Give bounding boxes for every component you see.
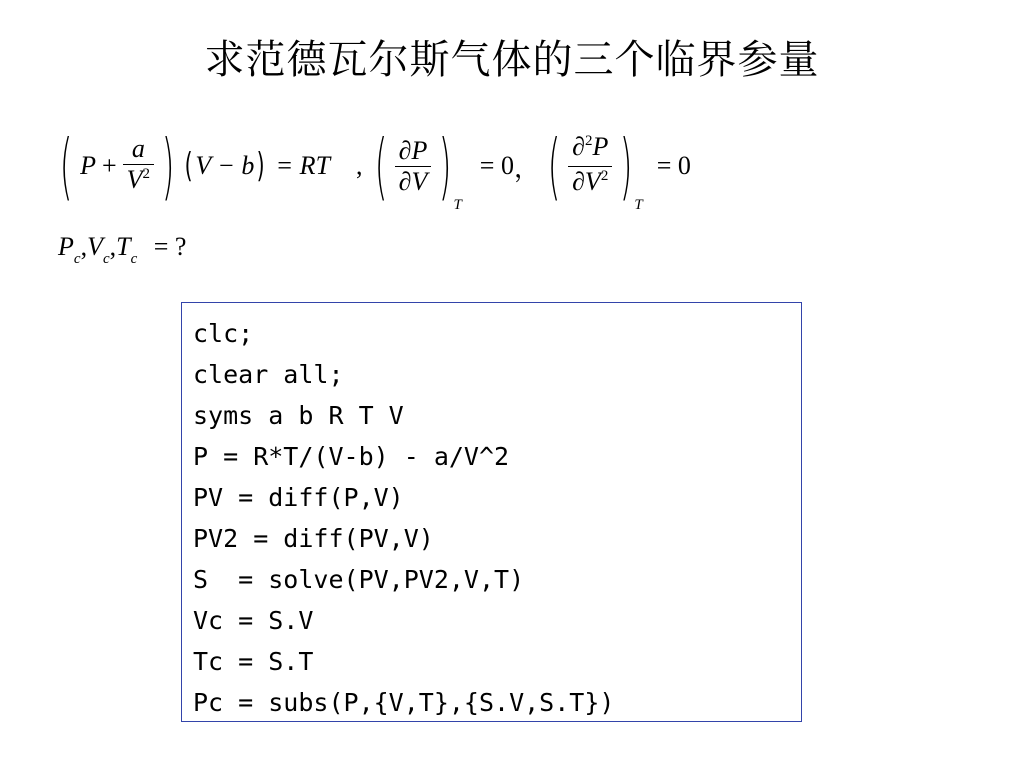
- d2P-dV2-fraction: [568, 132, 612, 201]
- d1-subscript-T: T: [453, 197, 462, 213]
- comma-separator: ,: [356, 151, 363, 180]
- right-paren-small: ): [257, 146, 265, 186]
- frac-denominator: $V^2$: [126, 164, 151, 194]
- left-paren-small: (: [184, 146, 193, 186]
- d1-denominator: ∂V: [398, 166, 428, 196]
- d2-subscript-T: T: [634, 197, 643, 213]
- d1-left-paren: (: [374, 124, 387, 208]
- d2-rhs: = 0: [656, 151, 691, 180]
- V-minus-b: V − b: [195, 151, 255, 180]
- Vc-symbol: V: [87, 232, 103, 261]
- a-over-V2-fraction: [123, 134, 154, 199]
- left-paren: (: [59, 124, 73, 208]
- dP-dV-fraction: [395, 136, 432, 197]
- code-line: Tc = S.T: [193, 647, 314, 676]
- code-line: P = R*T/(V-b) - a/V^2: [193, 442, 510, 471]
- code-line: PV2 = diff(PV,V): [193, 524, 434, 553]
- Tc-symbol: T: [116, 232, 131, 261]
- right-paren: ): [161, 124, 175, 208]
- vdw-rhs: = RT: [275, 151, 331, 180]
- question-rhs: = ?: [153, 232, 187, 261]
- d1-numerator: ∂P: [395, 136, 432, 167]
- equation-row: [52, 118, 691, 214]
- eq-P: P: [80, 151, 96, 180]
- code-line: clear all;: [193, 360, 344, 389]
- code-line: S = solve(PV,PV2,V,T): [193, 565, 525, 594]
- Pc-symbol: P: [58, 232, 74, 261]
- d2-right-paren: ): [620, 124, 633, 208]
- code-line: Pc = subs(P,{V,T},{S.V,S.T}): [193, 688, 615, 717]
- d2-denominator: $\partial V^2$: [572, 166, 609, 196]
- code-line: syms a b R T V: [193, 401, 404, 430]
- code-line: Vc = S.V: [193, 606, 314, 635]
- code-line: clc;: [193, 319, 254, 348]
- d2-numerator: ∂$^2$P: [568, 132, 612, 167]
- question-row: $P_c,V_c,T_c$ = ?: [58, 232, 187, 267]
- frac-numerator-a: a: [123, 134, 154, 165]
- d2-left-paren: (: [547, 124, 561, 208]
- slide-title: 求范德瓦尔斯气体的三个临界参量: [204, 37, 820, 83]
- eq-plus: +: [101, 151, 117, 180]
- code-line: PV = diff(P,V): [193, 483, 404, 512]
- comma-separator-2: ，: [513, 153, 540, 183]
- d1-rhs: = 0: [479, 151, 514, 180]
- matlab-code-box: [181, 302, 802, 722]
- d1-right-paren: ): [439, 124, 452, 208]
